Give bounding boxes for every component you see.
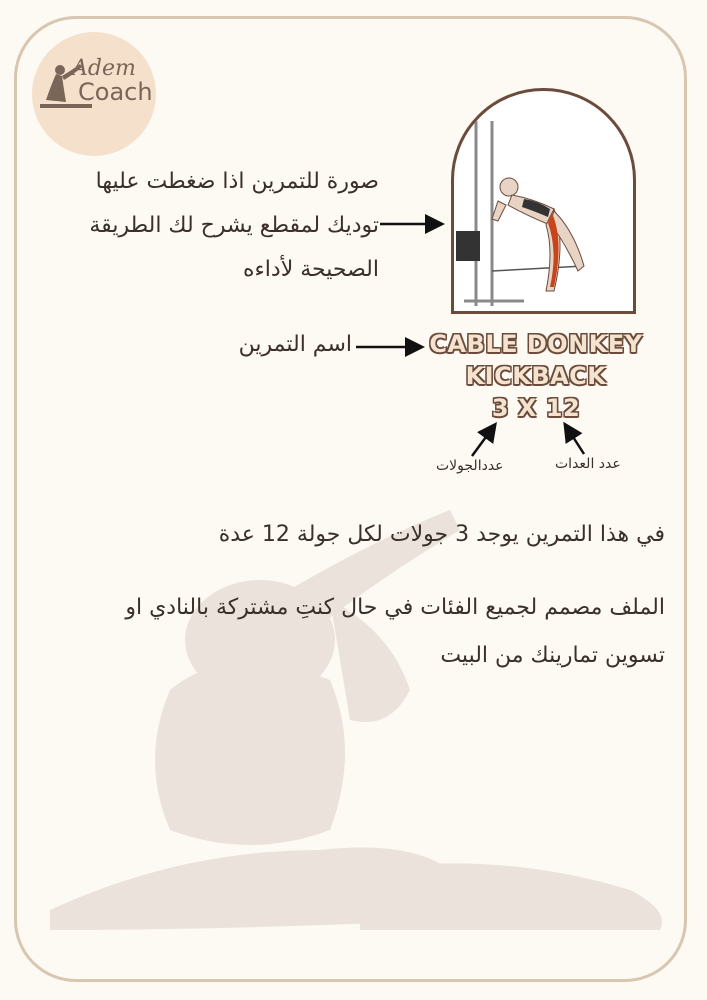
exercise-image[interactable] <box>451 88 636 314</box>
info-line-sets: في هذا التمرين يوجد 3 جولات لكل جولة 12 عدة <box>218 522 665 547</box>
exercise-title <box>420 328 652 424</box>
background-yoga-figure <box>30 490 680 960</box>
info-line-audience: الملف مصمم لجميع الفئات في حال كنتِ مشتركة بالنادي او تسوين تمارينك من البيت <box>125 595 665 668</box>
reps-label: عدد العدات <box>555 456 621 472</box>
image-description: صورة للتمرين اذا ضغطت عليها توديك لمقطع يشرح لك الطريقة الصحيحة لأداءه <box>89 169 379 282</box>
exercise-name-label: اسم التمرين <box>238 332 352 357</box>
logo-text-coach: Coach <box>78 78 153 106</box>
logo-text-adem: Adem <box>72 56 136 81</box>
sets-reps: 3 X 12 <box>491 394 581 422</box>
exercise-name: CABLE DONKEY KICKBACK <box>429 330 643 390</box>
sets-label: عددالجولات <box>436 458 504 474</box>
